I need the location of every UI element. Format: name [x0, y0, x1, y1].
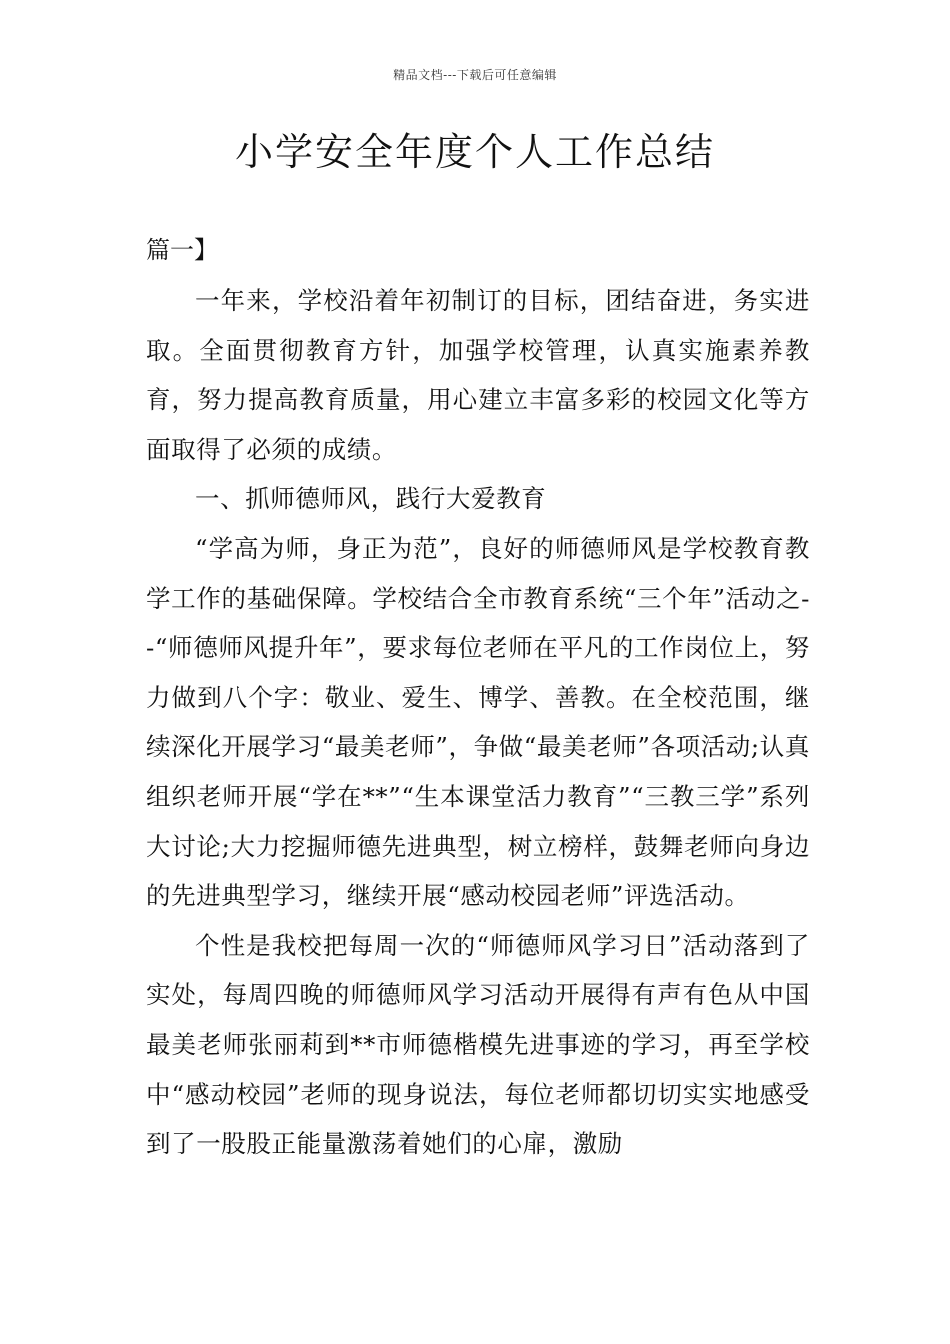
- document-title: 小学安全年度个人工作总结: [234, 130, 715, 174]
- paragraph: 个性是我校把每周一次的“师德师风学习日”活动落到了实处，每周四晚的师德师风学习活动开展得有声有色从中国最美老师张丽莉到**市师德楷模先进事迹的学习，再至学校中“感动校园”老师的现身说法，每位老师都切切实实地感受到了一股股正能量激荡着她们的心扉，激励: [146, 930, 810, 1159]
- section-label: 篇一】: [146, 236, 218, 264]
- document-body: [146, 276, 810, 1169]
- header-note: 精品文档---下载后可任意编辑: [393, 68, 557, 82]
- paragraph: “学高为师，身正为范”，良好的师德师风是学校教育教学工作的基础保障。学校结合全市教育系统“三个年”活动之--“师德师风提升年”，要求每位老师在平凡的工作岗位上，努力做到八个字：敬业、爱生、博学、善教。在全校范围，继续深化开展学习“最美老师”，争做“最美老师”各项活动;认真组织老师开展“学在**”“生本课堂活力教育”“三教三学”系列大讨论;大力挖掘师德先进典型，树立榜样，鼓舞老师向身边的先进典型学习，继续开展“感动校园老师”评选活动。: [146, 533, 810, 911]
- paragraph: 一年来，学校沿着年初制订的目标，团结奋进，务实进取。全面贯彻教育方针，加强学校管理，认真实施素养教育，努力提高教育质量，用心建立丰富多彩的校园文化等方面取得了必须的成绩。: [146, 286, 810, 464]
- section-heading: 一、抓师德师风，践行大爱教育: [195, 484, 547, 514]
